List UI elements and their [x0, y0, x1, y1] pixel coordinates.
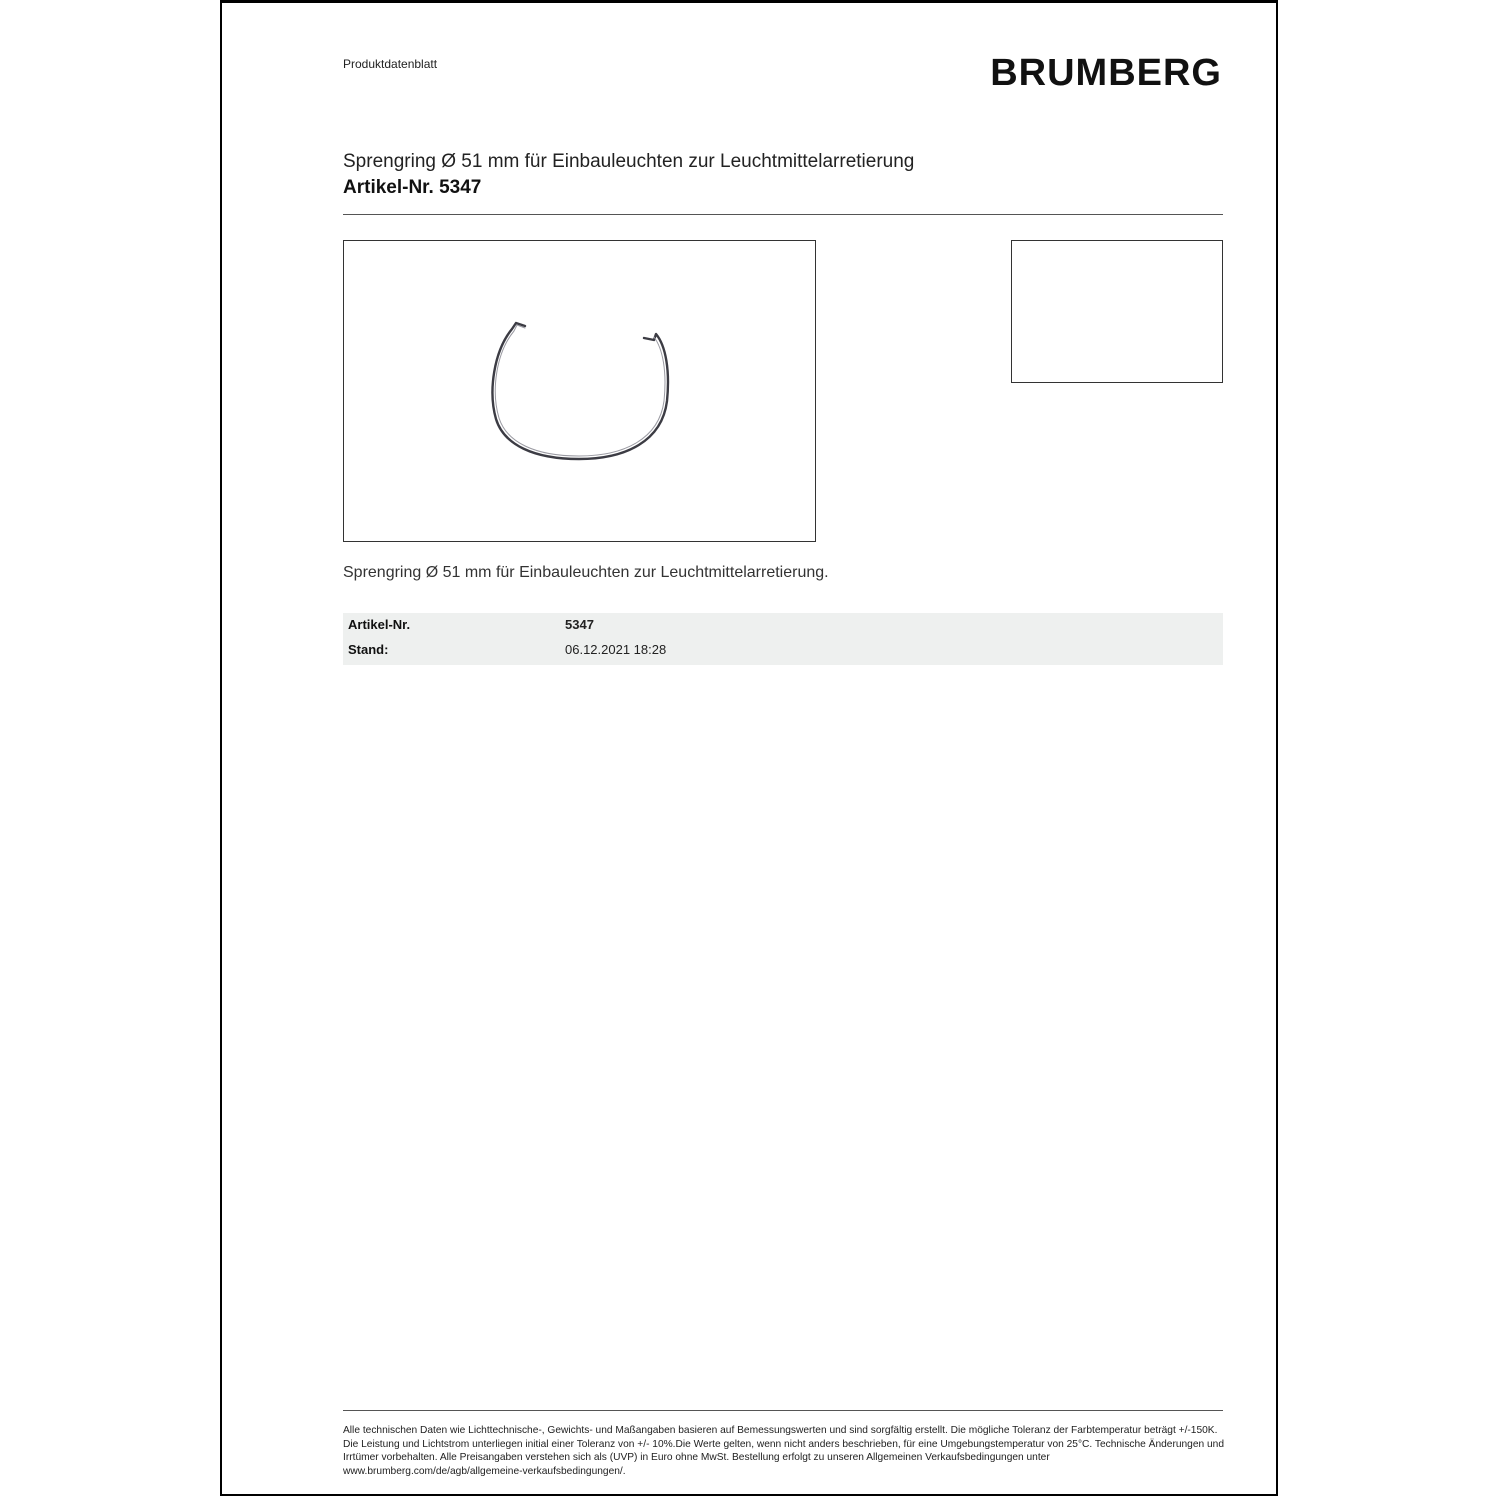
- spec-value: 5347: [565, 617, 594, 632]
- product-description: Sprengring Ø 51 mm für Einbauleuchten zur Leuchtmittelarretierung.: [343, 564, 829, 581]
- document-type-label: Produktdatenblatt: [343, 57, 438, 71]
- spec-table: [343, 613, 1223, 665]
- snap-ring-illustration: [344, 241, 815, 541]
- spec-label: Stand:: [348, 642, 389, 657]
- footer-divider: [343, 1410, 1223, 1411]
- spec-label: Artikel-Nr.: [348, 617, 411, 632]
- header-divider: [343, 214, 1223, 215]
- datasheet-page: [220, 0, 1278, 1496]
- snap-ring-wire: [493, 323, 668, 459]
- product-title: Sprengring Ø 51 mm für Einbauleuchten zur Leuchtmittelarretierung: [343, 151, 915, 172]
- legal-disclaimer: Alle technischen Daten wie Lichttechnische-, Gewichts- und Maßangaben basieren auf Bemessungswerten und sind sorgfältig erstellt. Die mögliche Toleranz der Farbtemperatur beträgt +/-150K. Die Leistung und Lichtstrom unterliegen initial einer Toleranz von +/- 10%.Die Werte gelten, wenn nicht anders beschrieben, für eine Umgebungstemperatur von 25°C. Technische Änderungen und Irrtümer vorbehalten. Alle Preisangaben verstehen sich als (UVP) in Euro ohne MwSt. Bestellung erfolgt zu unseren Allgemeinen Verkaufsbedingungen unter www.brumberg.com/de/agb/allgemeine-verkaufsbedingungen/.: [343, 1425, 1225, 1477]
- spec-row-article: [343, 617, 1223, 639]
- secondary-image-placeholder: [1011, 240, 1223, 383]
- brand-logo: BRUMBERG: [990, 52, 1222, 94]
- spec-row-date: [343, 642, 1223, 664]
- article-number-heading: Artikel-Nr. 5347: [343, 177, 482, 198]
- spec-value: 06.12.2021 18:28: [565, 642, 667, 657]
- product-image: [343, 240, 816, 542]
